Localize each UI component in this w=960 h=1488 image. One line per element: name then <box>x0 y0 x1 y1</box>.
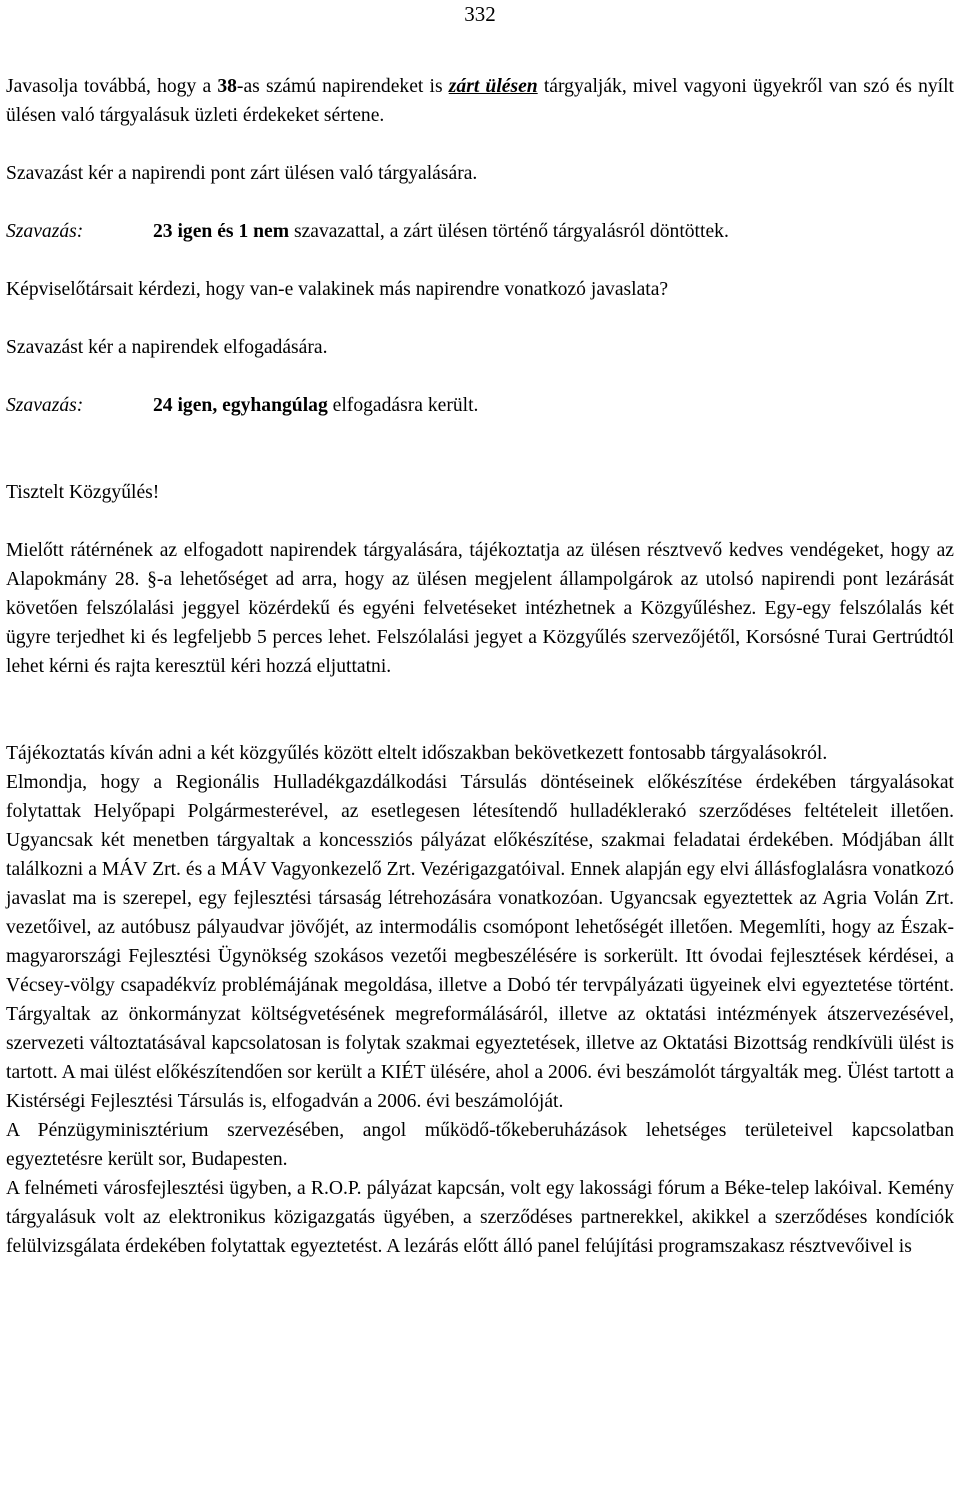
vote-result-text <box>153 391 478 420</box>
urban-development-paragraph: A felnémeti városfejlesztési ügyben, a R.O.P. pályázat kapcsán, volt egy lakossági fórum a Béke-telep lakóival. Kemény tárgyalásuk volt az elektronikus közigazgatás ügyében, a szerződéses partnerekkel, akikkel a szerződéses kondíciók felülvizsgálata érdekében folytattak egyeztetést. A lezárás előtt álló panel felújítási programszakasz résztvevőivel is <box>6 1178 954 1257</box>
vote-result-1 <box>6 217 954 246</box>
vote-result-text <box>153 217 729 246</box>
text-run: elfogadásra került. <box>327 395 479 416</box>
text-run: -as számú napirendeket is <box>236 76 449 97</box>
other-proposals-question: Képviselőtársait kérdezi, hogy van-e valakinek más napirendre vonatkozó javaslata? <box>6 279 669 300</box>
closed-session-emphasis: zárt ülésen <box>448 76 538 97</box>
negotiations-paragraph: Elmondja, hogy a Regionális Hulladékgazdálkodási Társulás döntéseinek előkészítése érdekében tárgyalásokat folytattak Helyőpapi Polgármesterével, az esetlegesen létesítendő hulladéklerakó szerződéses feltételeit illetően. Ugyancsak két menetben tárgyaltak a koncessziós pályázat előkészítése, szakmai feladatai érdekében. Módjában állt találkozni a MÁV Zrt. és a MÁV Vagyonkezelő Zrt. Vezérigazgatóival. Ennek alapján egy elvi állásfoglalásra vonatkozó javaslat ma is szerepel, egy fejlesztési társaság létrehozására vonatkozóan. Ugyancsak egyeztettek az Agria Volán Zrt. vezetőivel, az autóbusz pályaudvar jövőjét, az intermodális csomópont lehetőségét illetően. Megemlíti, hogy az Észak-magyarországi Fejlesztési Ügynökség szokásos vezetői megbeszélésére is sorkerült. Itt óvodai fejlesztések kérdései, a Vécsey-völgy csapadékvíz problémájának megoldása, illetve a Dobó tér tervpályázati ügyeinek elvi egyeztetése történt. Tárgyaltak az önkormányzat költségvetésének megreformálásáról, illetve az oktatási intézmények átszervezésével, szervezeti változtatásával kapcsolatosan is folytak szakmai egyeztetések, illetve az Oktatási Bizottság rendkívüli ülést is tartott. A mai ülést előkészítendően sor került a KIÉT ülésére, ahol a 2006. évi beszámolót tárgyalták meg. Ülést tartott a Kistérségi Fejlesztési Társulás is, elfogadván a 2006. évi beszámolóját. <box>6 772 954 1112</box>
agenda-number: 38 <box>217 76 237 97</box>
briefing-intro-paragraph: Tájékoztatás kíván adni a két közgyűlés között eltelt időszakban bekövetkezett fontosabb tárgyalásokról. <box>6 743 828 764</box>
vote-request-closed-session: Szavazást kér a napirendi pont zárt ülésen való tárgyalására. <box>6 163 478 184</box>
greeting: Tisztelt Közgyűlés! <box>6 482 160 503</box>
ministry-paragraph: A Pénzügyminisztérium szervezésében, angol működő-tőkeberuházások lehetséges területeivel kapcsolatban egyeztetésre került sor, Budapesten. <box>6 1120 954 1170</box>
proposal-paragraph <box>6 72 954 130</box>
document-body <box>6 72 954 1261</box>
text-run: szavazattal, a zárt ülésen történő tárgyalásról döntöttek. <box>289 221 729 242</box>
vote-result-2 <box>6 391 954 420</box>
vote-request-agenda: Szavazást kér a napirendek elfogadására. <box>6 337 328 358</box>
vote-count: 23 igen és 1 nem <box>153 221 290 242</box>
speaker-info-paragraph: Mielőtt rátérnének az elfogadott napirendek tárgyalására, tájékoztatja az ülésen résztvevő kedves vendégeket, hogy az Alapokmány 28. §-a lehetőséget ad arra, hogy az ülésen megjelent állampolgárok az utolsó napirendi pont lezárását követően felszólalási jeggyel közérdekű és egyéni felvetéseket intézhetnek a Közgyűléshez. Egy-egy felszólalás két ügyre terjedhet ki és legfeljebb 5 perces lehet. Felszólalási jegyet a Közgyűlés szervezőjétől, Korsósné Turai Gertrúdtól lehet kérni és rajta keresztül kéri hozzá eljuttatni. <box>6 540 954 677</box>
vote-count: 24 igen, egyhangúlag <box>153 395 328 416</box>
page-number: 332 <box>464 2 496 26</box>
vote-label: Szavazás: <box>6 395 84 416</box>
text-run: Javasolja továbbá, hogy a <box>6 76 218 97</box>
vote-label: Szavazás: <box>6 221 84 242</box>
text-run: tárgyalják, mivel vagyoni ügyekről van szó és nyílt ülésen való tárgyalásuk üzleti érdekeket sértene. <box>6 76 954 126</box>
